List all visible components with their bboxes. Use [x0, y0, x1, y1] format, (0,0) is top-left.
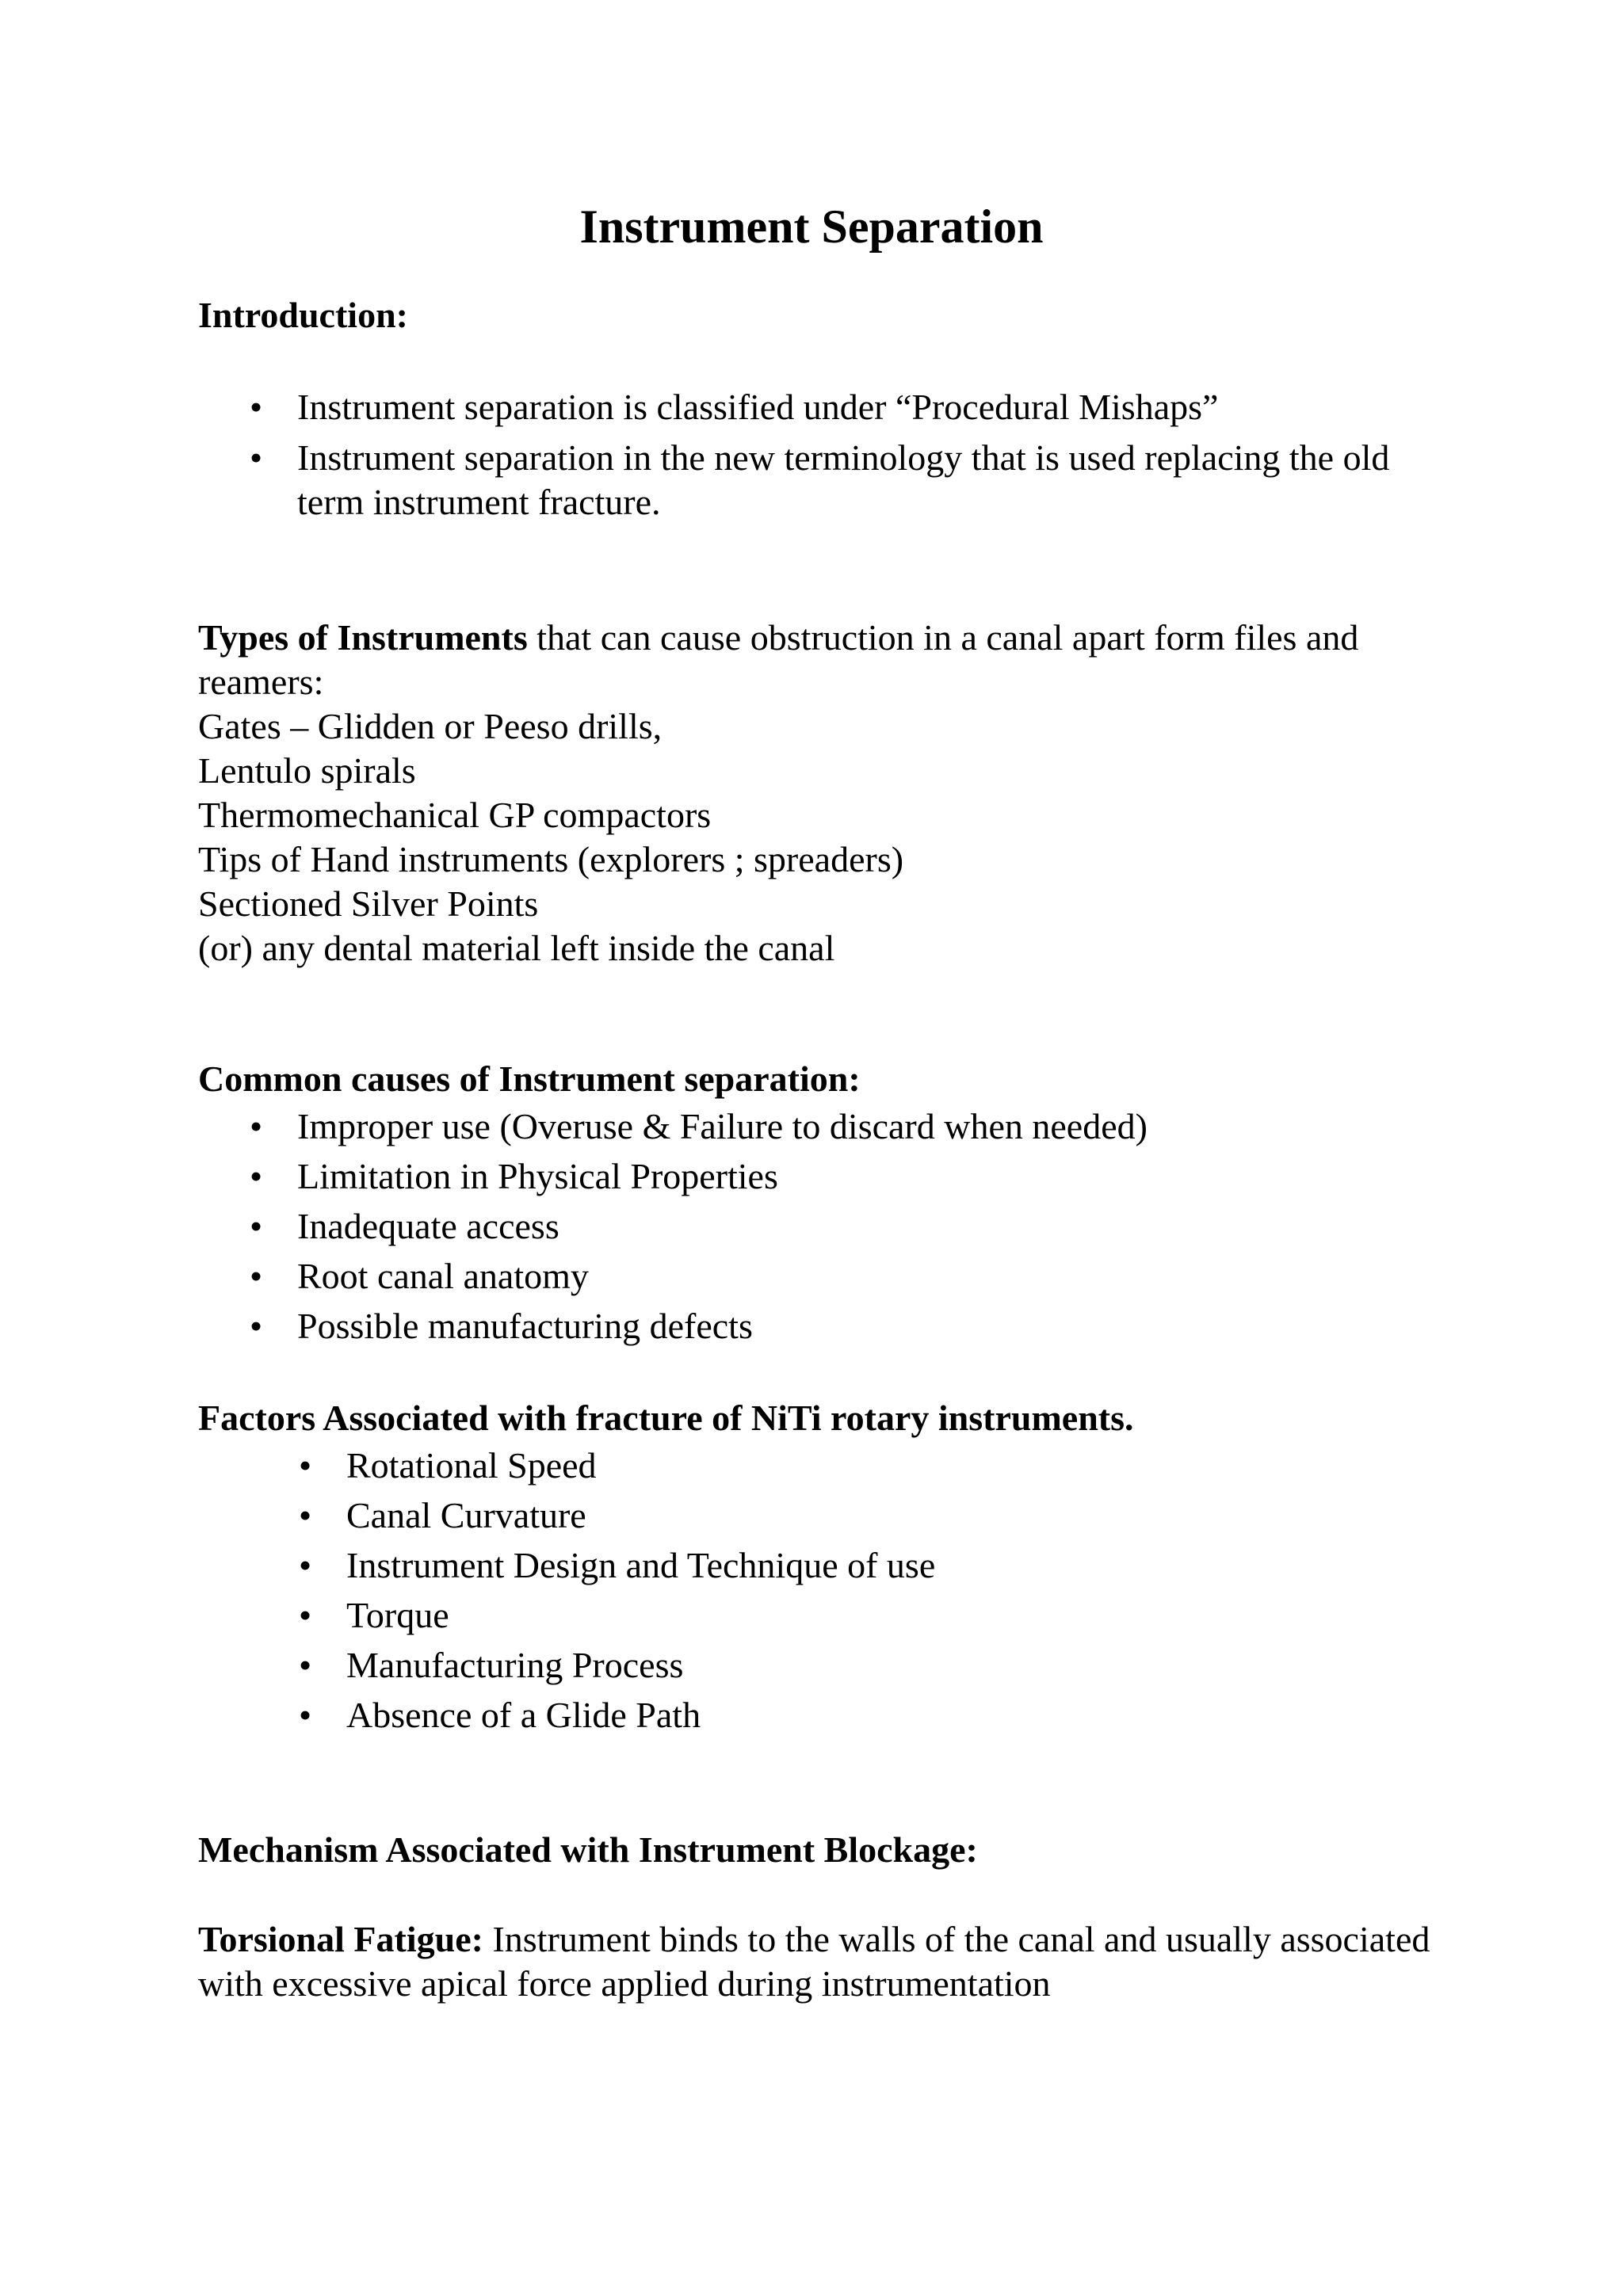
bullet-icon: •: [299, 1445, 312, 1486]
bullet-icon: •: [250, 1256, 263, 1296]
list-item: [299, 1543, 936, 1588]
bullet-icon: •: [250, 1306, 263, 1346]
list-item: [250, 385, 1438, 429]
list-item: Sectioned Silver Points: [198, 883, 539, 924]
bullet-icon: •: [250, 387, 263, 427]
mechanism-heading: Mechanism Associated with Instrument Blockage:: [198, 1829, 978, 1870]
factors-bullet-text: Instrument Design and Technique of use: [346, 1545, 936, 1585]
torsional-fatigue-paragraph: [198, 1917, 1434, 2006]
list-item: [250, 1154, 1148, 1199]
types-list: [198, 704, 903, 971]
causes-bullet-text: Root canal anatomy: [297, 1256, 589, 1296]
types-lead-bold: Types of Instruments: [198, 617, 528, 658]
intro-bullet-2: Instrument separation in the new terminology that is used replacing the old term instrument fracture.: [297, 437, 1390, 522]
intro-heading: Introduction:: [198, 295, 408, 335]
bullet-icon: •: [250, 437, 263, 478]
list-item: Tips of Hand instruments (explorers ; spreaders): [198, 839, 904, 879]
list-item: [299, 1444, 935, 1488]
list-item: Lentulo spirals: [198, 750, 416, 791]
factors-bullet-text: Rotational Speed: [346, 1445, 597, 1486]
list-item: (or) any dental material left inside the canal: [198, 928, 835, 968]
factors-bullet-text: Canal Curvature: [346, 1495, 586, 1535]
bullet-icon: •: [299, 1595, 312, 1635]
factors-bullet-list: [299, 1444, 936, 1737]
causes-bullet-text: Limitation in Physical Properties: [297, 1156, 778, 1196]
causes-bullet-text: Inadequate access: [297, 1206, 559, 1246]
factors-bullet-text: Absence of a Glide Path: [346, 1695, 701, 1735]
list-item: Gates – Glidden or Peeso drills,: [198, 706, 663, 746]
types-paragraph: [198, 616, 1434, 704]
list-item: [299, 1493, 935, 1538]
list-item: [250, 1304, 1148, 1348]
document-title: Instrument Separation: [579, 200, 1044, 253]
list-item: [299, 1643, 935, 1688]
list-item: [299, 1593, 935, 1638]
intro-bullet-list: [250, 385, 1438, 524]
list-item: [250, 1254, 1148, 1299]
bullet-icon: •: [299, 1545, 312, 1585]
list-item: [250, 1204, 1148, 1249]
torsional-fatigue-label: Torsional Fatigue:: [198, 1919, 483, 1959]
bullet-icon: •: [250, 1206, 263, 1246]
causes-bullet-text: Possible manufacturing defects: [297, 1306, 753, 1346]
bullet-icon: •: [250, 1106, 263, 1146]
factors-bullet-text: Manufacturing Process: [346, 1645, 684, 1685]
bullet-icon: •: [299, 1495, 312, 1535]
bullet-icon: •: [250, 1156, 263, 1196]
causes-bullet-list: [250, 1104, 1148, 1348]
torsional-fatigue-text: Instrument binds to the walls of the canal and usually associated with excessive apical force applied during instrumentation: [198, 1919, 1430, 2004]
list-item: Thermomechanical GP compactors: [198, 795, 712, 835]
bullet-icon: •: [299, 1695, 312, 1735]
factors-heading: Factors Associated with fracture of NiTi rotary instruments.: [198, 1398, 1134, 1438]
intro-bullet-1: Instrument separation is classified under “Procedural Mishaps”: [297, 387, 1219, 427]
types-lead-rest: that can cause obstruction in a canal apart form files and reamers:: [198, 617, 1359, 702]
causes-bullet-text: Improper use (Overuse & Failure to discard when needed): [297, 1106, 1148, 1146]
list-item: [250, 1104, 1148, 1149]
bullet-icon: •: [299, 1645, 312, 1685]
factors-bullet-text: Torque: [346, 1595, 449, 1635]
causes-heading: Common causes of Instrument separation:: [198, 1058, 861, 1099]
list-item: [299, 1693, 935, 1737]
list-item: [250, 436, 1438, 524]
